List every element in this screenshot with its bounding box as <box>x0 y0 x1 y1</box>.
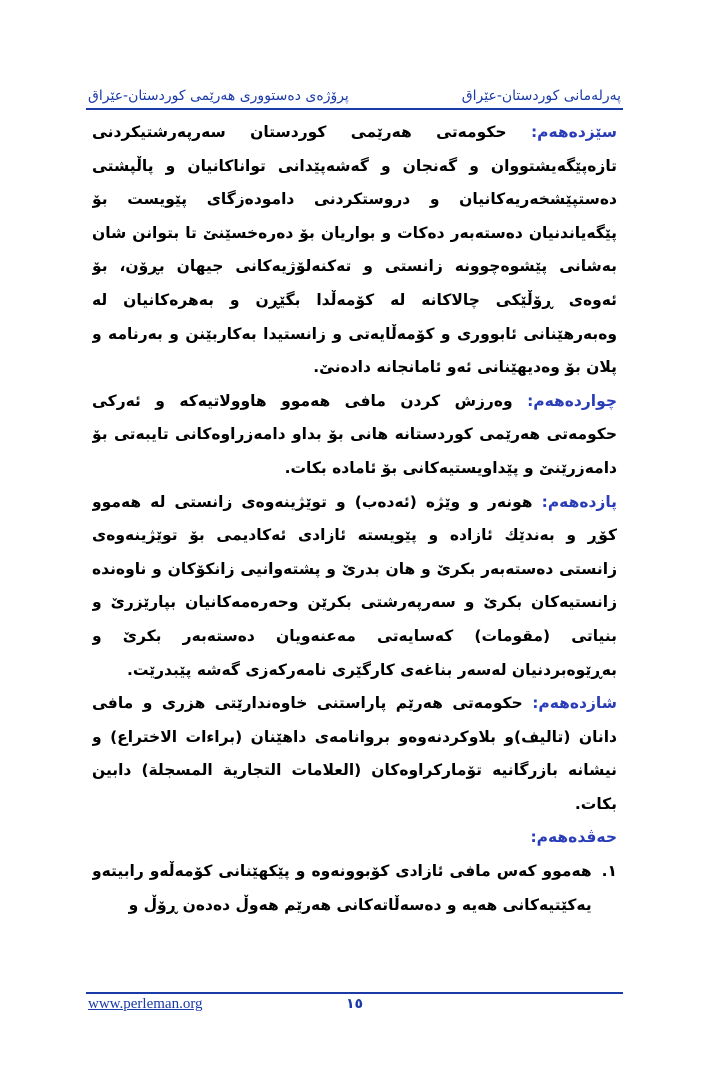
article-text: حکومەتی هەرێم پاراستنی خاوەندارێتی هزری و مافی دانان (تالیف)و بلاوکردنەوەو بروانامەی داهێنان (براءات الاختراع) و نیشانە بازرگانیە تۆمارکراوەکان (العلامات التجارية المسجلة) دابین بکات. <box>92 694 617 813</box>
header-draft-constitution-title: پرۆژەی دەستووری هەرێمی کوردستان-عێراق <box>88 88 349 104</box>
article-heading <box>92 821 617 855</box>
article-label: حەڤدەهەم: <box>530 828 617 847</box>
website-link[interactable]: www.perleman.org <box>88 996 203 1012</box>
page-header <box>88 78 621 104</box>
article-text: حکومەتی هەرێمی کوردستان سەرپەرشتیکردنی تازەپێگەیشتووان و گەنجان و گەشەپێدانی تواناکانیان و پاڵپشتی دەستپێشخەریەکانیان و دروستکردنی دامودەزگای پێویست بۆ پێگەیاندنیان دەستەبەر دەکات و بواریان بۆ دەرەخسێنێ تا بتوانن شان بەشانی پێشوەچوونە زانستی و تەکنەلۆژیەکانی جیهان بڕۆن، بۆ ئەوەی ڕۆڵێکی چالاکانە لە کۆمەڵدا بگێڕن و بەهرەکانیان لە وەبەرهێنانی ئابووری و کۆمەڵایەتی و زانستیدا بەکاربێنن و بەرنامە و پلان بۆ وەدیهێنانی ئەو ئامانجانە دادەنێ. <box>92 123 617 377</box>
header-rule <box>86 108 623 110</box>
article-text: وەرزش کردن مافی هەموو هاوولاتیەکە و ئەرکی حکومەتی هەرێمی کوردستانە هانی بۆ بداو دامەزراوەکانی تایبەتی بۆ دامەزرێنێ و پێداویستیەکانی بۆ ئامادە بکات. <box>92 391 617 477</box>
page-number: ١٥ <box>345 996 364 1012</box>
footer-rule <box>86 992 623 994</box>
article-paragraph <box>92 116 617 385</box>
article-label: سێزدەهەم: <box>530 123 617 141</box>
page-footer <box>88 996 621 1018</box>
article-paragraph <box>92 687 617 821</box>
article-label: شازدەهەم: <box>532 694 617 713</box>
article-paragraph <box>92 385 617 486</box>
article-paragraph <box>92 486 617 688</box>
article-text: هونەر و وێژە (ئەدەب) و توێژینەوەی زانستی لە هەموو کۆڕ و بەندێك ئازادە و پێویستە ئازادی ئەکادیمی بۆ توێژینەوەی زانستی دەستەبەر بکرێ و هان بدرێ و پشتەوانیی زانکۆکان و ناوەندە زانستیەکان بکرێ و سەرپەرشتی بکرێن وحەرەمەکانیان بپارێزرێ و بنیاتی (مقومات) کەسایەتی مەعنەویان دەستەبەر بکرێ و بەڕێوەبردنیان لەسەر بناغەی کارگێری نامەرکەزی گەشە پێبدرێت. <box>92 492 617 679</box>
article-label: چواردەهەم: <box>527 391 617 410</box>
document-body <box>92 116 617 978</box>
list-item-number: ١. <box>601 862 617 881</box>
list-item-text: هەموو کەس مافی ئازادی کۆبوونەوە و پێکهێنانی کۆمەڵەو رابیتەو یەکێتیەکانی هەیە و دەسەڵاتەکانی هەرێم هەوڵ دەدەن ڕۆڵ و <box>92 862 592 914</box>
article-label: پازدەهەم: <box>541 492 617 511</box>
list-item <box>92 855 617 922</box>
header-parliament-title: پەرلەمانی کوردستان-عێراق <box>461 88 621 104</box>
